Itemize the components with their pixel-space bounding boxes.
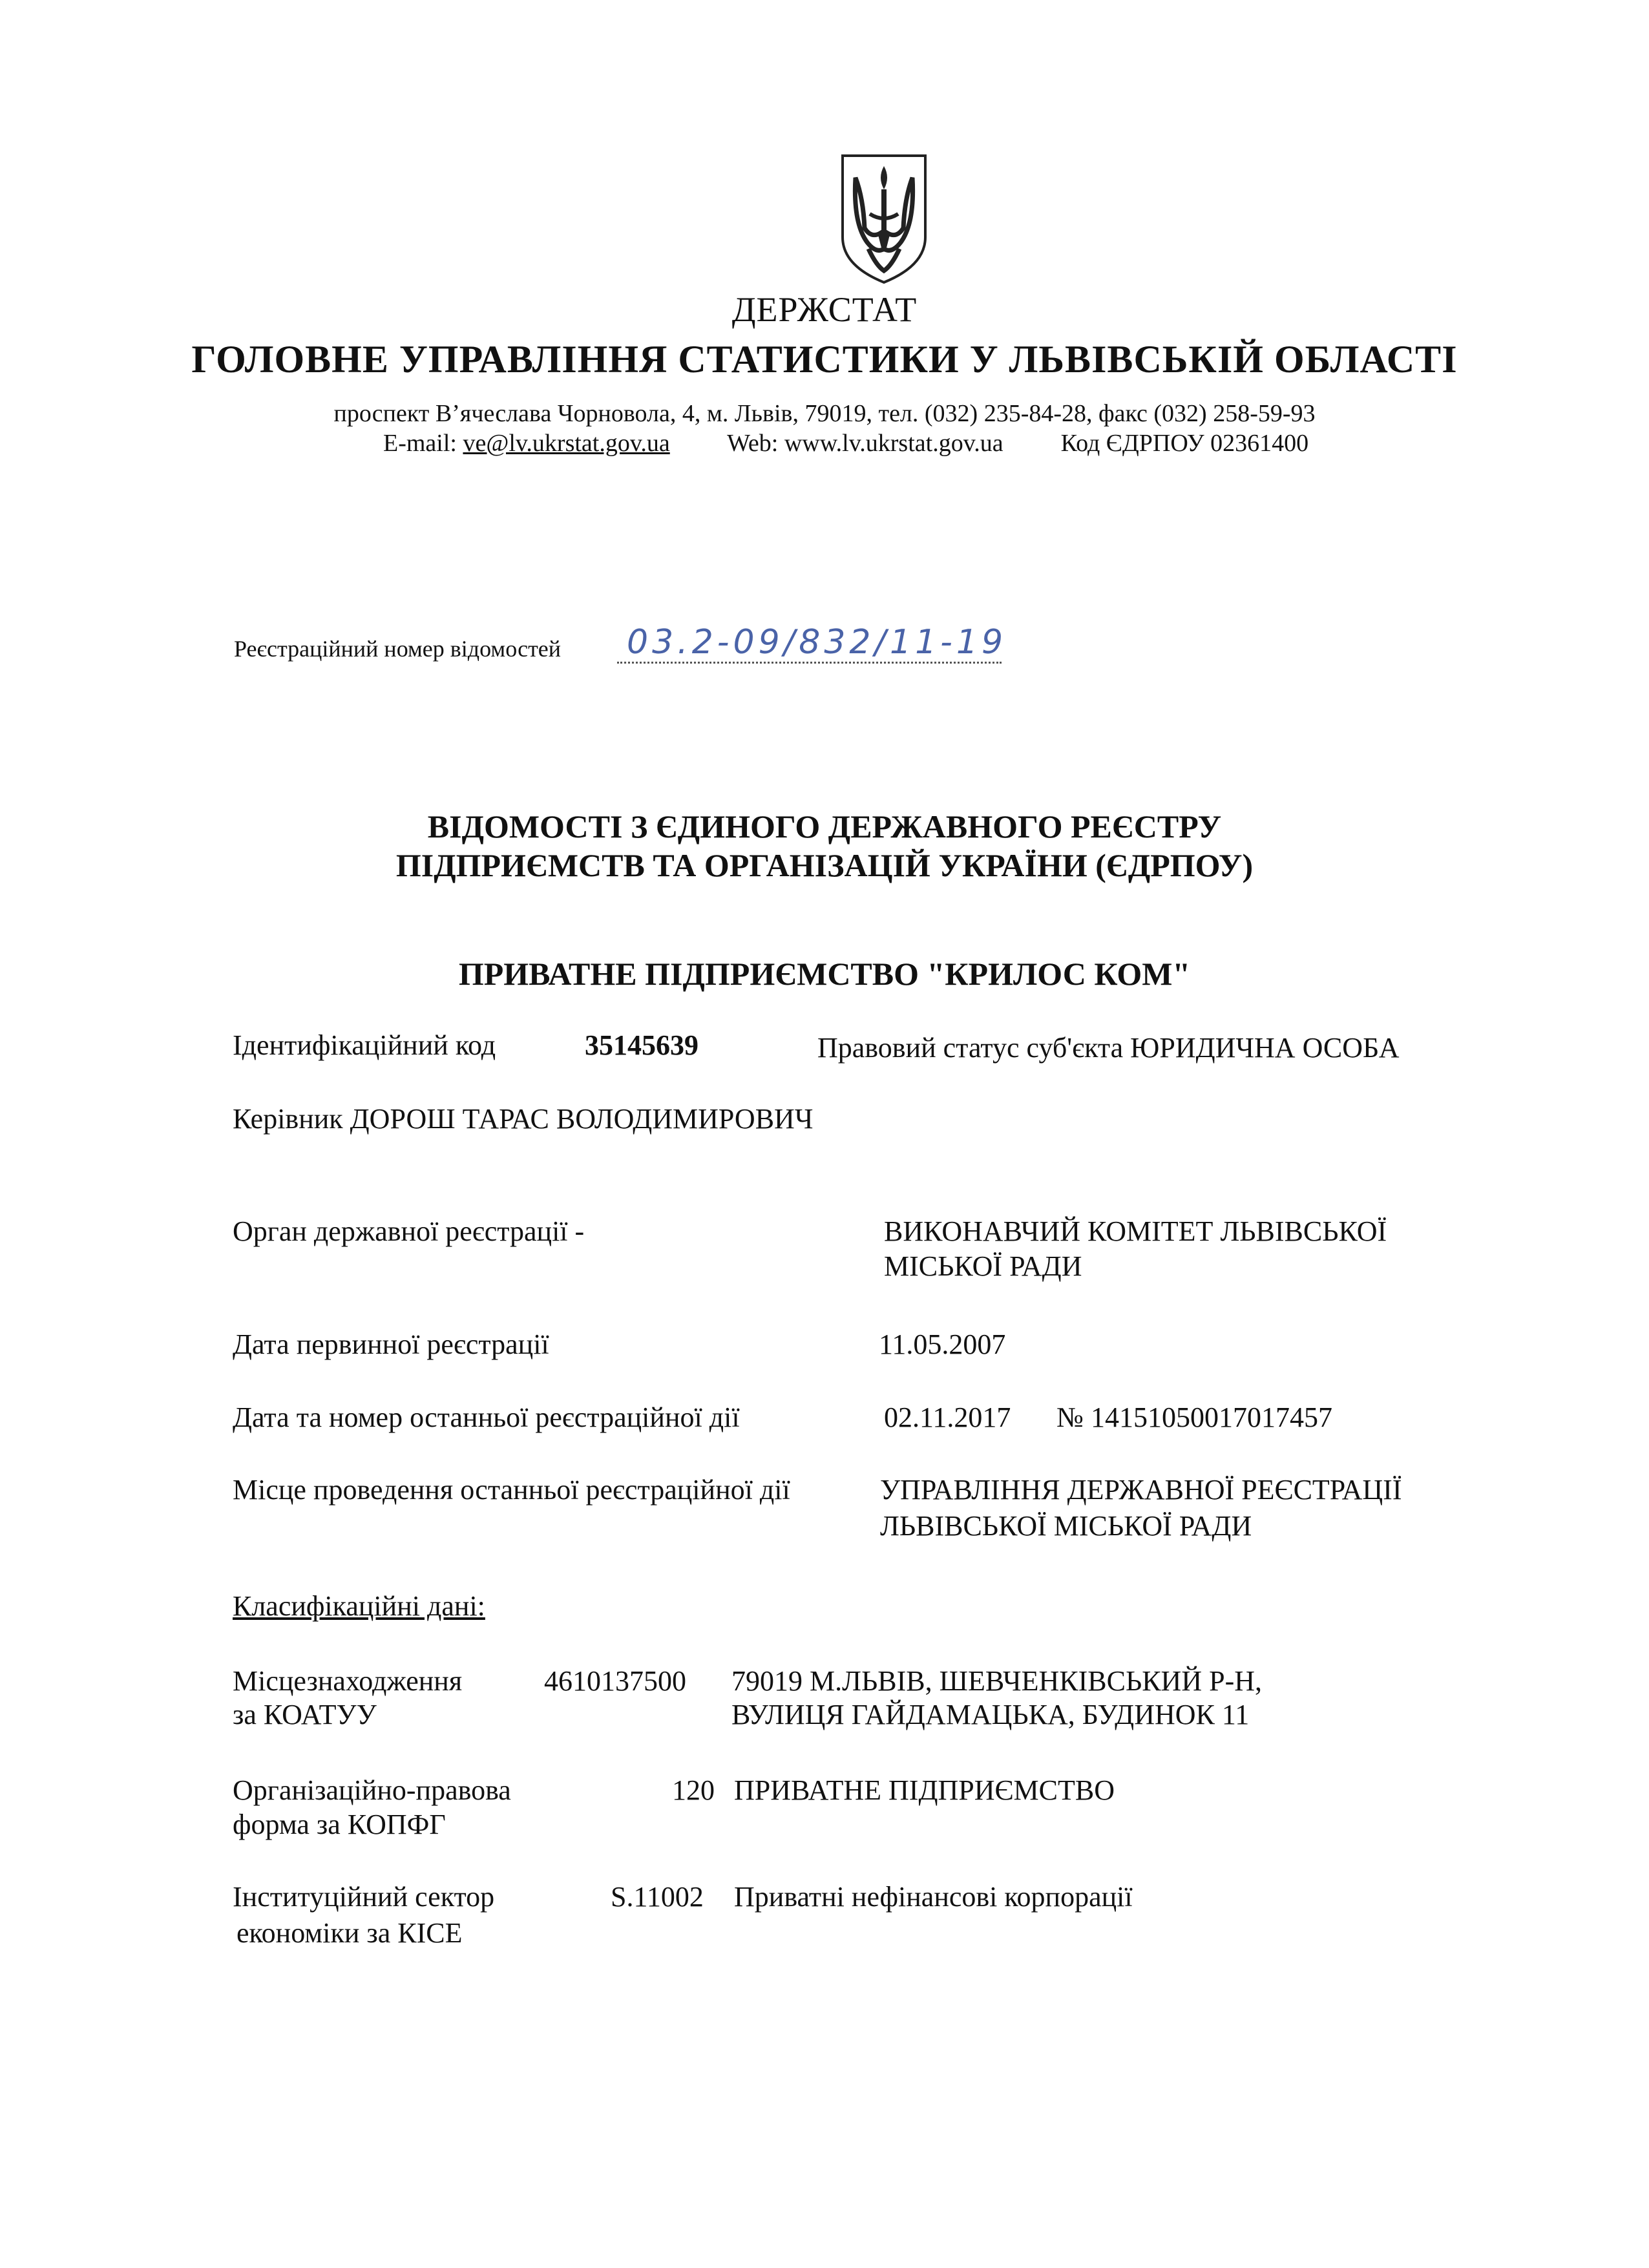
legal-status-value: ЮРИДИЧНА ОСОБА: [1130, 1032, 1400, 1064]
last-place-line2: ЛЬВІВСЬКОЇ МІСЬКОЇ РАДИ: [880, 1510, 1252, 1542]
kopfg-code: 120: [672, 1774, 715, 1806]
legal-status-label: Правовий статус суб'єкта: [817, 1032, 1124, 1064]
web-link[interactable]: Web: www.lv.ukrstat.gov.ua: [727, 430, 1003, 457]
last-place-label: Місце проведення останньої реєстраційної дії: [233, 1474, 790, 1506]
classification-heading: Класифікаційні дані:: [233, 1590, 485, 1622]
kopfg-label-line1: Організаційно-правова: [233, 1774, 511, 1806]
company-name: ПРИВАТНЕ ПІДПРИЄМСТВО "КРИЛОС КОМ": [458, 956, 1191, 992]
document-title-line2: ПІДПРИЄМСТВ ТА ОРГАНІЗАЦІЙ УКРАЇНИ (ЄДРПОУ): [395, 847, 1254, 883]
agency-address: проспект В’ячеслава Чорновола, 4, м. Львів, 79019, тел. (032) 235-84-28, факс (032) 258-59-93: [333, 400, 1316, 427]
reg-body-line1: ВИКОНАВЧИЙ КОМІТЕТ ЛЬВІВСЬКОЇ: [884, 1215, 1387, 1247]
kise-label-line1: Інституційний сектор: [233, 1881, 495, 1913]
kise-value: Приватні нефінансові корпорації: [734, 1881, 1133, 1913]
edrpou-code: Код ЄДРПОУ 02361400: [1060, 430, 1309, 457]
last-action-number: № 14151050017017457: [1056, 1402, 1332, 1433]
kopfg-value: ПРИВАТНЕ ПІДПРИЄМСТВО: [734, 1774, 1115, 1806]
id-code-value: 35145639: [585, 1029, 698, 1061]
koatuu-code: 4610137500: [544, 1665, 686, 1697]
director: [233, 1102, 813, 1135]
trident-emblem-icon: [839, 152, 929, 286]
director-value: ДОРОШ ТАРАС ВОЛОДИМИРОВИЧ: [350, 1103, 814, 1135]
document-title-line1: ВІДОМОСТІ З ЄДИНОГО ДЕРЖАВНОГО РЕЄСТРУ: [427, 808, 1222, 845]
kopfg-label-line2: форма за КОПФГ: [233, 1809, 446, 1840]
koatuu-address-line1: 79019 М.ЛЬВІВ, ШЕВЧЕНКІВСЬКИЙ Р-Н,: [731, 1665, 1263, 1697]
id-code-label: Ідентифікаційний код: [233, 1029, 496, 1061]
kise-code: S.11002: [611, 1881, 704, 1913]
agency-short-name: ДЕРЖСТАТ: [731, 290, 918, 329]
email-label: E-mail:: [383, 430, 457, 457]
last-place-line1: УПРАВЛІННЯ ДЕРЖАВНОЇ РЕЄСТРАЦІЇ: [880, 1474, 1402, 1506]
reg-body-line2: МІСЬКОЇ РАДИ: [884, 1250, 1082, 1282]
koatuu-label-line2: за КОАТУУ: [233, 1699, 377, 1730]
kise-label-line2: економіки за КІСЕ: [236, 1917, 463, 1949]
registration-label: Реєстраційний номер відомостей: [234, 636, 562, 662]
agency-contacts: [383, 429, 1308, 457]
registration-fill-line: [617, 662, 1002, 664]
agency-full-name: ГОЛОВНЕ УПРАВЛІННЯ СТАТИСТИКИ У ЛЬВІВСЬКІЙ ОБЛАСТІ: [191, 338, 1458, 381]
first-reg-label: Дата первинної реєстрації: [233, 1328, 549, 1360]
last-action-date: 02.11.2017: [884, 1402, 1011, 1433]
last-action-label: Дата та номер останньої реєстраційної дії: [233, 1402, 740, 1433]
reg-body-label: Орган державної реєстрації -: [233, 1215, 585, 1247]
koatuu-address-line2: ВУЛИЦЯ ГАЙДАМАЦЬКА, БУДИНОК 11: [731, 1699, 1250, 1730]
first-reg-date: 11.05.2007: [879, 1328, 1006, 1360]
registration-number: 03.2-09/832/11-19: [627, 623, 1007, 662]
legal-status: [817, 1031, 1399, 1064]
koatuu-label-line1: Місцезнаходження: [233, 1665, 463, 1697]
email-link[interactable]: ve@lv.ukrstat.gov.ua: [463, 430, 670, 457]
director-label: Керівник: [233, 1103, 343, 1135]
